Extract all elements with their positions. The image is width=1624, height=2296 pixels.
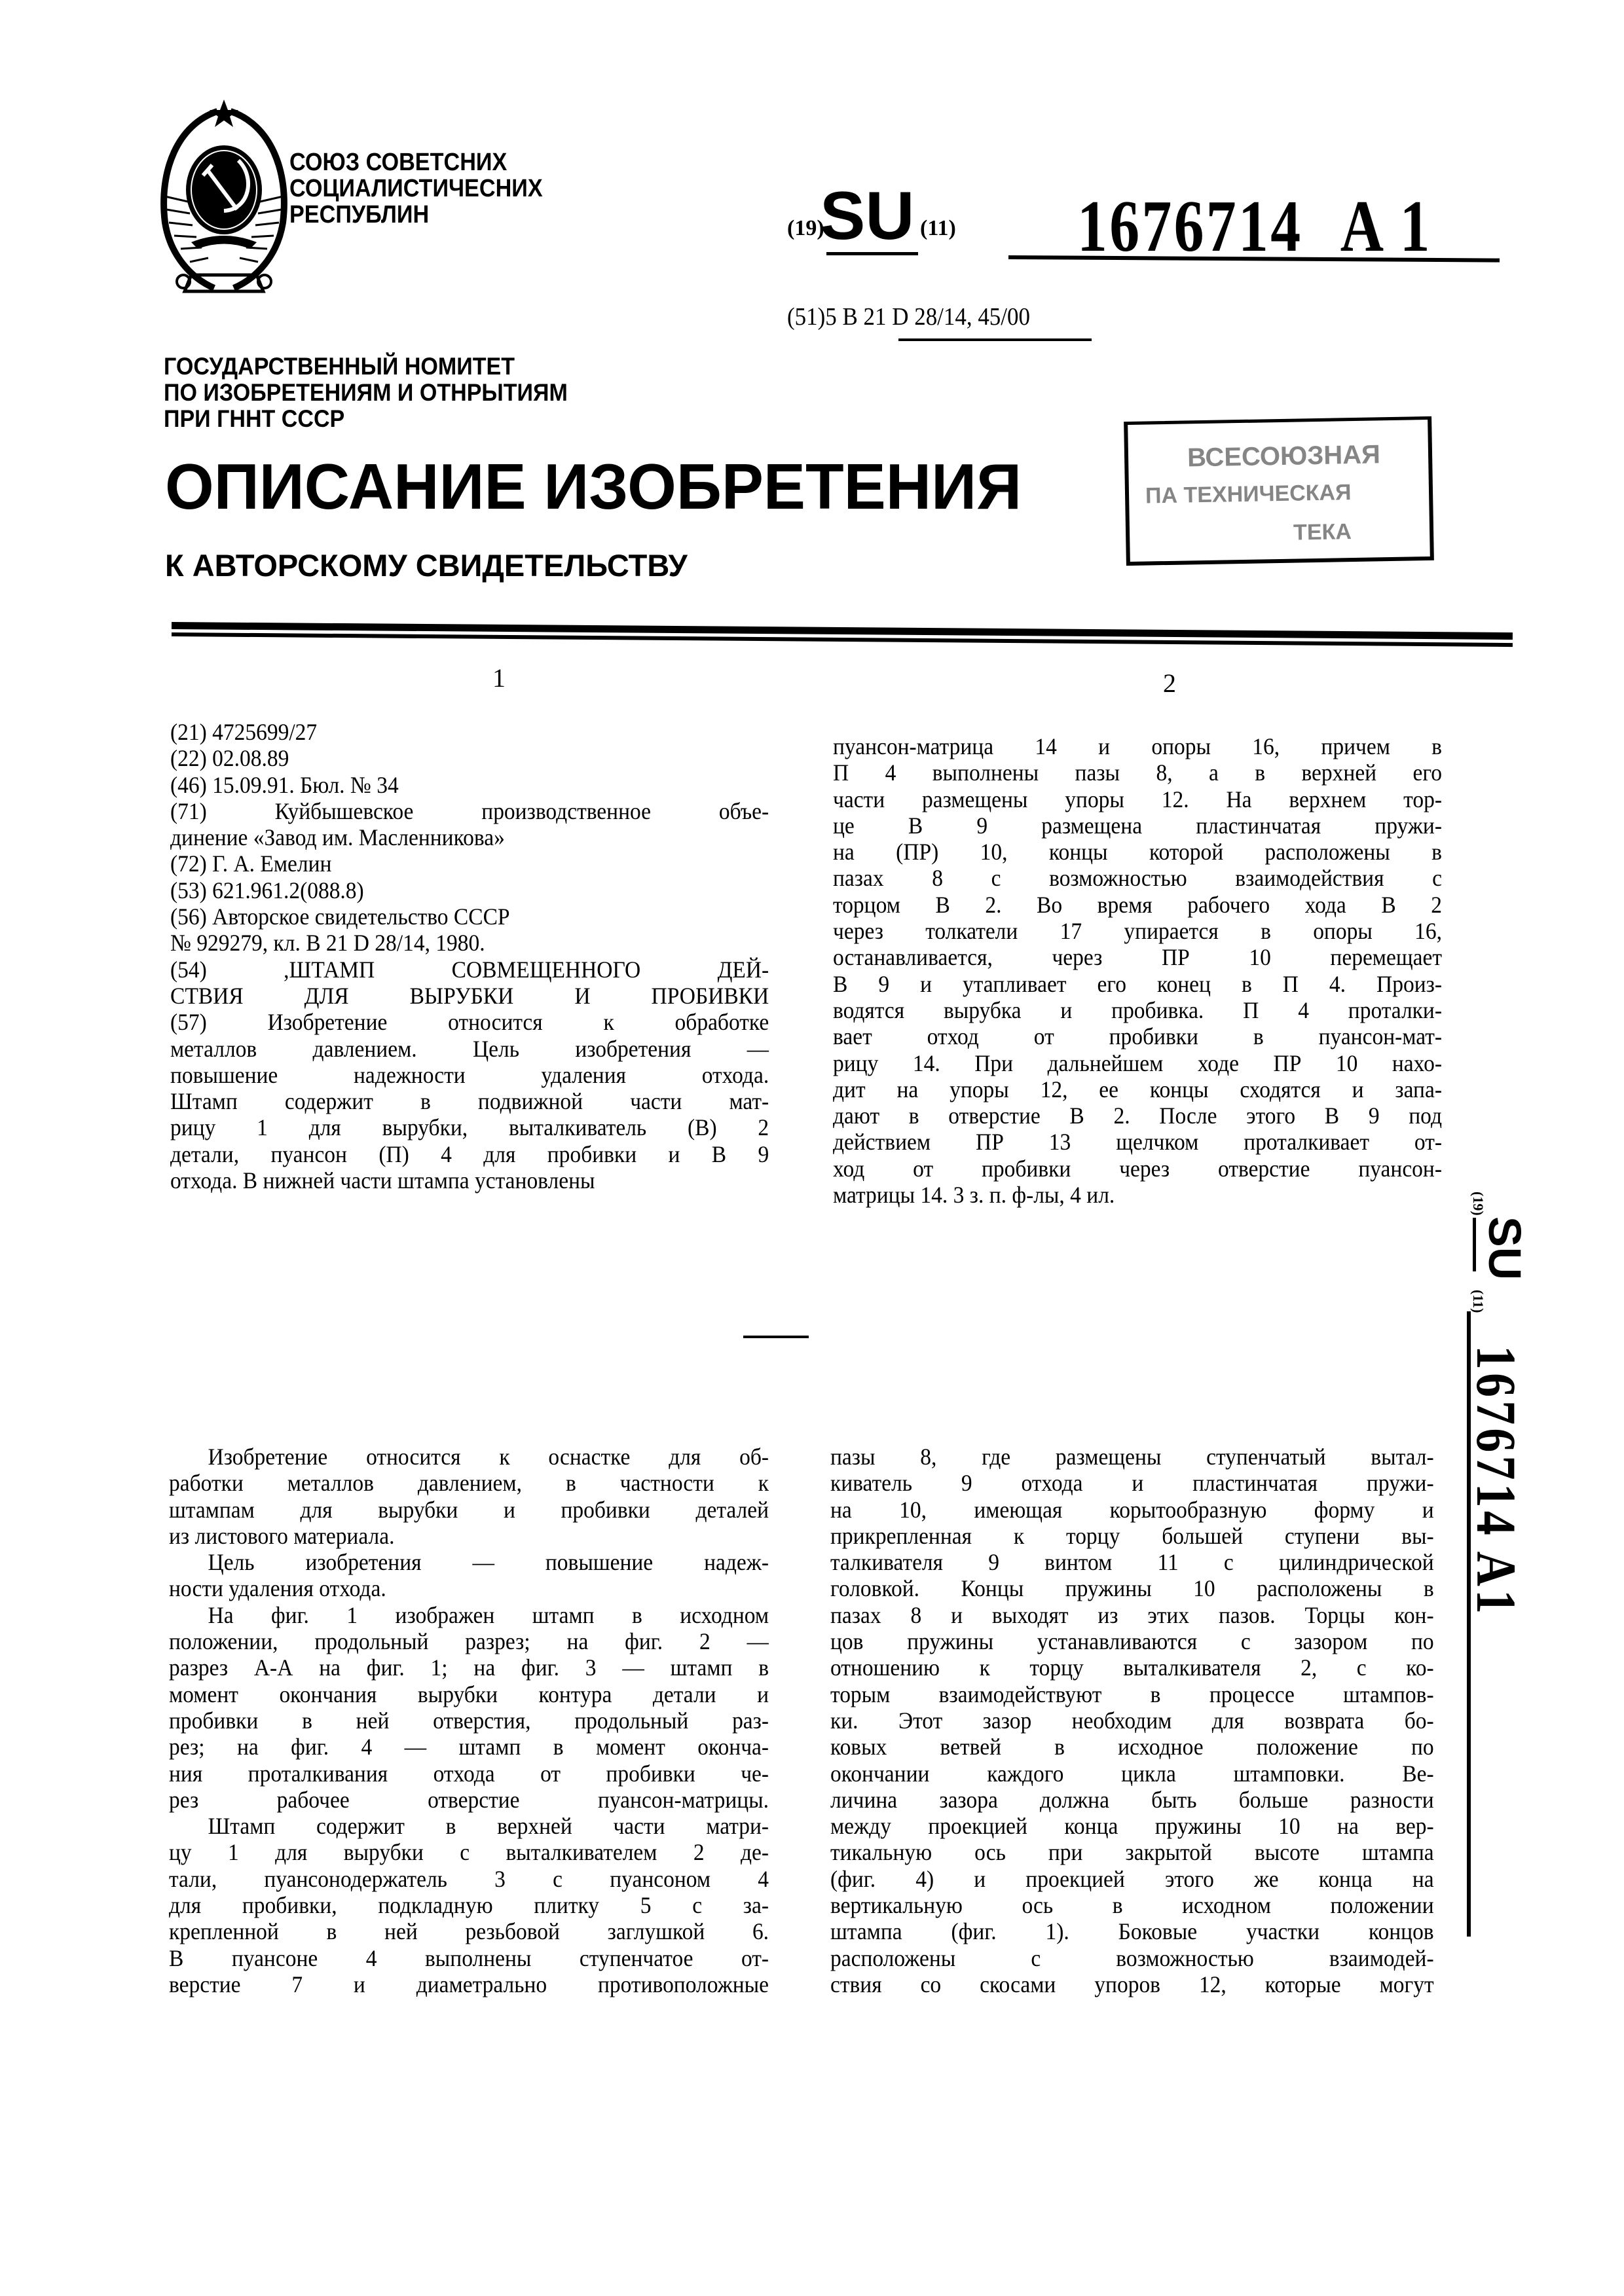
text-line: пазы 8, где размещены ступенчатый вытал- xyxy=(830,1444,1434,1470)
text-line: пазах 8 с возможностью взаимодействия с xyxy=(833,865,1442,891)
country-line: СОЦИАЛИСТИЧЕСНИХ xyxy=(289,175,543,202)
text-line: дит на упоры 12, ее концы сходятся и запа- xyxy=(833,1076,1442,1102)
text-line: торым взаимодействуют в процессе штампов- xyxy=(830,1681,1434,1707)
text-line: расположены с возможностью взаимодей- xyxy=(830,1945,1434,1971)
text-line: рицу 14. При дальнейшем ходе ПР 10 нахо- xyxy=(833,1050,1442,1076)
text-line: рез; на фиг. 4 — штамп в момент оконча- xyxy=(169,1734,769,1760)
text-line: отхода. В нижней части штампа установлены xyxy=(170,1167,769,1194)
section-separator xyxy=(743,1336,809,1338)
text-line: пробивки в ней отверстия, продольный раз- xyxy=(169,1707,769,1734)
text-line: для пробивки, подкладную плитку 5 с за- xyxy=(169,1892,769,1918)
text-line: дают в отверстие В 2. После этого В 9 под xyxy=(833,1102,1442,1129)
text-line: (54) ,ШТАМП СОВМЕЩЕННОГО ДЕЙ- xyxy=(170,957,769,983)
text-line: крепленной в ней резьбовой заглушкой 6. xyxy=(169,1918,769,1944)
text-line: тали, пуансонодержатель 3 с пуансоном 4 xyxy=(169,1866,769,1892)
text-line: головкой. Концы пружины 10 расположены в xyxy=(830,1575,1434,1601)
text-line: (22) 02.08.89 xyxy=(170,745,769,771)
text-line: (21) 4725699/27 xyxy=(170,719,769,745)
stamp-line: ТЕКА xyxy=(1293,519,1352,546)
text-line: ки. Этот зазор необходим для возврата бо- xyxy=(830,1707,1434,1734)
abstract-continuation xyxy=(833,733,1399,1208)
text-line: части размещены упоры 12. На верхнем тор- xyxy=(833,786,1442,812)
side-patent-label xyxy=(1454,1192,1539,1938)
text-line: (56) Авторское свидетельство СССР xyxy=(170,903,769,930)
text-line: В пуансоне 4 выполнены ступенчатое от- xyxy=(169,1945,769,1971)
committee-line: ГОСУДАРСТВЕННЫЙ НОМИТЕТ xyxy=(164,354,568,380)
text-line: ности удаления отхода. xyxy=(169,1575,769,1601)
text-line: СТВИЯ ДЛЯ ВЫРУБКИ И ПРОБИВКИ xyxy=(170,983,769,1009)
committee-name xyxy=(164,354,568,432)
text-line: повышение надежности удаления отхода. xyxy=(170,1062,769,1088)
text-line: между проекцией конца пружины 10 на вер- xyxy=(830,1813,1434,1839)
committee-line: ПРИ ГННТ СССР xyxy=(164,406,568,432)
country-code: SU xyxy=(820,180,914,252)
patent-kind: A 1 xyxy=(1340,186,1432,267)
ipc-classification: (51)5 B 21 D 28/14, 45/00 xyxy=(787,302,1030,331)
document-title: ОПИСАНИЕ ИЗОБРЕТЕНИЯ xyxy=(165,450,1022,522)
text-line: матрицы 14. 3 з. п. ф-лы, 4 ил. xyxy=(833,1182,1442,1208)
text-line: отношению к торцу выталкивателя 2, с ко- xyxy=(830,1654,1434,1681)
text-line: из листового материала. xyxy=(169,1523,769,1549)
text-line: Штамп содержит в подвижной части мат- xyxy=(170,1088,769,1114)
country-code-underline xyxy=(826,252,918,255)
text-line: Изобретение относится к оснастке для об- xyxy=(169,1444,769,1470)
side-inid-code-19: (19) xyxy=(1469,1192,1486,1216)
text-line: штампа (фиг. 1). Боковые участки концов xyxy=(830,1918,1434,1944)
side-patent-number: 1676714 A1 xyxy=(1468,1345,1524,1617)
text-line: Цель изобретения — повышение надеж- xyxy=(169,1549,769,1575)
text-line: (46) 15.09.91. Бюл. № 34 xyxy=(170,772,769,798)
text-line: рез рабочее отверстие пуансон-матрицы. xyxy=(169,1787,769,1813)
text-line: (57) Изобретение относится к обработке xyxy=(170,1009,769,1035)
side-number-underline xyxy=(1467,1311,1471,1937)
text-line: (фиг. 4) и проекцией этого же конца на xyxy=(830,1866,1434,1892)
library-stamp xyxy=(1124,416,1434,566)
text-line: на (ПР) 10, концы которой расположены в xyxy=(833,839,1442,865)
text-line: вертикальную ось в исходном положении xyxy=(830,1892,1434,1918)
text-line: ния проталкивания отхода от пробивки че- xyxy=(169,1760,769,1787)
text-line: (53) 621.961.2(088.8) xyxy=(170,877,769,903)
text-line: штампам для вырубки и пробивки деталей xyxy=(169,1497,769,1523)
column-number: 2 xyxy=(1163,668,1176,699)
text-line: П 4 выполнены пазы 8, а в верхней его xyxy=(833,759,1442,786)
text-line: прикрепленная к торцу большей ступени вы- xyxy=(830,1523,1434,1549)
text-line: динение «Завод им. Масленникова» xyxy=(170,824,769,850)
text-line: окончании каждого цикла штамповки. Ве- xyxy=(830,1760,1434,1787)
text-line: талкивателя 9 винтом 11 с цилиндрической xyxy=(830,1549,1434,1575)
inid-code-11: (11) xyxy=(920,216,956,241)
text-line: металлов давлением. Цель изобретения — xyxy=(170,1036,769,1062)
description-right-column xyxy=(830,1444,1392,1997)
ussr-emblem-icon xyxy=(152,98,296,308)
country-line: СОЮЗ СОВЕТСНИХ xyxy=(289,149,543,175)
bibliographic-data xyxy=(170,719,727,1194)
text-line: останавливается, через ПР 10 перемещает xyxy=(833,944,1442,970)
text-line: действием ПР 13 щелчком проталкивает от- xyxy=(833,1129,1442,1155)
text-line: верстие 7 и диаметрально противоположные xyxy=(169,1971,769,1997)
text-line: водятся вырубка и пробивка. П 4 проталки- xyxy=(833,997,1442,1023)
text-line: Штамп содержит в верхней части матри- xyxy=(169,1813,769,1839)
side-inid-code-11: (11) xyxy=(1469,1290,1486,1313)
text-line: через толкатели 17 упирается в опоры 16, xyxy=(833,918,1442,944)
text-line: цу 1 для вырубки с выталкивателем 2 де- xyxy=(169,1839,769,1865)
document-subtitle: К АВТОРСКОМУ СВИДЕТЕЛЬСТВУ xyxy=(165,549,688,583)
text-line: момент окончания вырубки контура детали и xyxy=(169,1681,769,1707)
text-line: вает отход от пробивки в пуансон-мат- xyxy=(833,1023,1442,1049)
patent-number xyxy=(1077,190,1432,263)
text-line: личина зазора должна быть больше разности xyxy=(830,1787,1434,1813)
text-line: пазах 8 и выходят из этих пазов. Торцы кон- xyxy=(830,1602,1434,1628)
text-line: работки металлов давлением, в частности к xyxy=(169,1470,769,1496)
stamp-line: ВСЕСОЮЗНАЯ xyxy=(1187,440,1381,473)
description-left-column xyxy=(169,1444,727,1997)
text-line: пуансон-матрица 14 и опоры 16, причем в xyxy=(833,733,1442,759)
country-name xyxy=(289,149,543,228)
text-line: торцом В 2. Во время рабочего хода В 2 xyxy=(833,892,1442,918)
text-line: № 929279, кл. B 21 D 28/14, 1980. xyxy=(170,930,769,956)
text-line: тикальную ось при закрытой высоте штампа xyxy=(830,1839,1434,1865)
text-line: на 10, имеющая корытообразную форму и xyxy=(830,1497,1434,1523)
star-icon xyxy=(210,100,238,127)
patent-number-digits: 1676714 xyxy=(1077,186,1302,267)
text-line: ковых ветвей в исходное положение по xyxy=(830,1734,1434,1760)
side-country-code: SU xyxy=(1481,1216,1528,1280)
ipc-underline xyxy=(898,338,1092,341)
text-line: рицу 1 для вырубки, выталкиватель (В) 2 xyxy=(170,1114,769,1140)
text-line: разрез А-А на фиг. 1; на фиг. 3 — штамп в xyxy=(169,1654,769,1681)
text-line: ход от пробивки через отверстие пуансон- xyxy=(833,1156,1442,1182)
text-line: цов пружины устанавливаются с зазором по xyxy=(830,1628,1434,1654)
text-line: (72) Г. А. Емелин xyxy=(170,850,769,877)
text-line: В 9 и утапливает его конец в П 4. Произ- xyxy=(833,971,1442,997)
text-line: це В 9 размещена пластинчатая пружи- xyxy=(833,812,1442,839)
text-line: положении, продольный разрез; на фиг. 2 — xyxy=(169,1628,769,1654)
side-country-underline xyxy=(1473,1218,1476,1271)
inid-code-19: (19) xyxy=(787,216,824,241)
column-number: 1 xyxy=(492,663,506,693)
committee-line: ПО ИЗОБРЕТЕНИЯМ И ОТНРЫТИЯМ xyxy=(164,380,568,406)
text-line: На фиг. 1 изображен штамп в исходном xyxy=(169,1602,769,1628)
text-line: ствия со скосами упоров 12, которые могут xyxy=(830,1971,1434,1997)
text-line: киватель 9 отхода и пластинчатая пружи- xyxy=(830,1470,1434,1496)
text-line: детали, пуансон (П) 4 для пробивки и В 9 xyxy=(170,1141,769,1167)
stamp-line: ПА ТЕХНИЧЕСКАЯ xyxy=(1145,480,1352,509)
country-line: РЕСПУБЛИН xyxy=(289,202,543,228)
text-line: (71) Куйбышевское производственное объе- xyxy=(170,798,769,824)
sun-rays xyxy=(191,236,257,249)
